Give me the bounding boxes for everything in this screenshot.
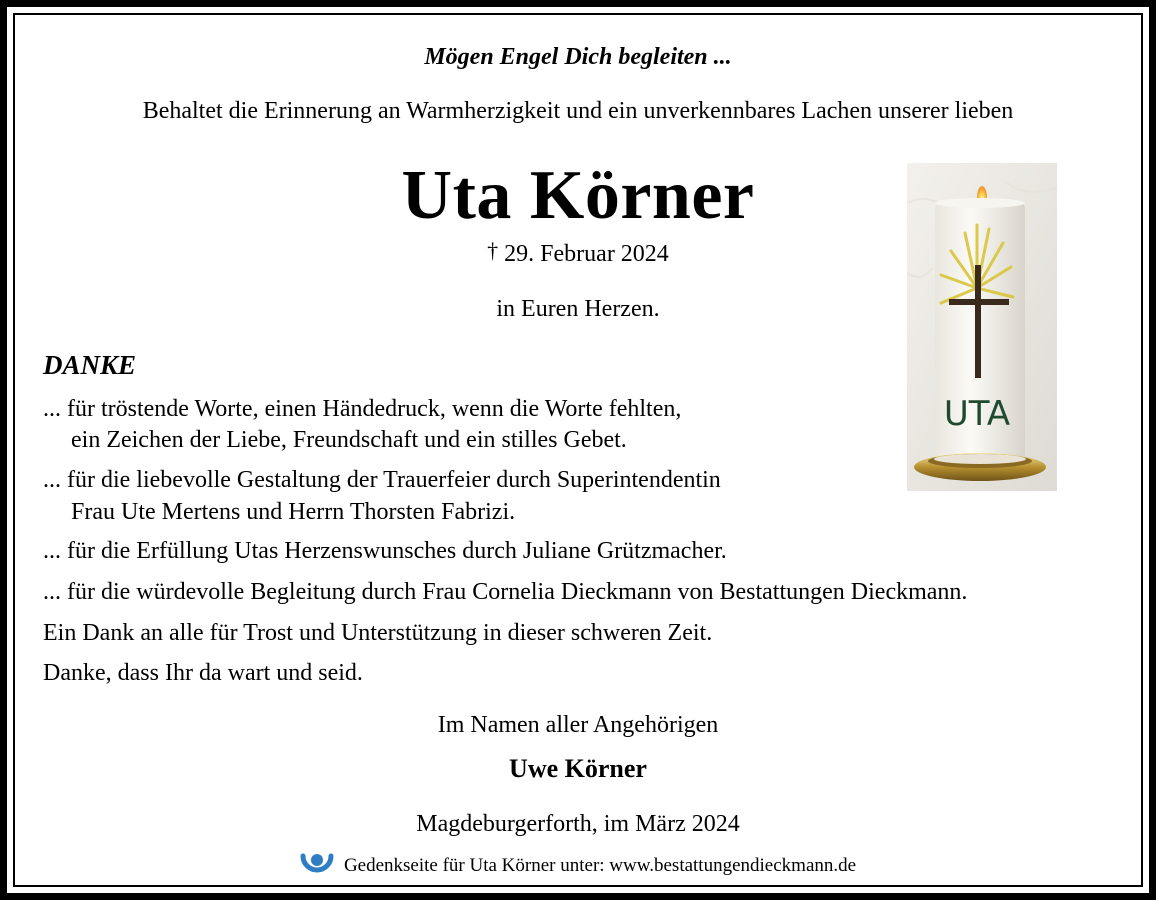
closing-intro: in Euren Herzen. <box>496 296 660 322</box>
motto: Mögen Engel Dich begleiten ... <box>424 44 732 70</box>
place-date: Magdeburgerforth, im März 2024 <box>416 811 740 837</box>
thanks-line: ein Zeichen der Liebe, Freundschaft und ein stilles Gebet. <box>71 427 627 453</box>
thanks-line: ... für tröstende Worte, einen Händedruck, wenn die Worte fehlten, <box>43 396 682 422</box>
cross-symbol: † <box>487 238 499 263</box>
candle-label: UTA <box>943 394 1011 434</box>
footer <box>0 848 1156 883</box>
thanks-line: ... für die liebevolle Gestaltung der Trauerfeier durch Superintendentin <box>43 467 721 493</box>
thanks-line: ... für die Erfüllung Utas Herzenswunsches durch Juliane Grützmacher. <box>43 538 727 564</box>
thanks-line: Danke, dass Ihr da wart und seid. <box>43 660 363 686</box>
footer-text[interactable]: Gedenkseite für Uta Körner unter: www.bestattungendieckmann.de <box>343 854 857 876</box>
thanks-line: ... für die würdevolle Begleitung durch Frau Cornelia Dieckmann von Bestattungen Dieckmann. <box>43 579 968 605</box>
signature-intro: Im Namen aller Angehörigen <box>437 712 719 738</box>
candle-photo <box>907 163 1057 491</box>
signature-name: Uwe Körner <box>509 754 647 783</box>
deceased-name: Uta Körner <box>401 157 755 234</box>
thanks-line: Frau Ute Mertens und Herrn Thorsten Fabrizi. <box>71 499 516 525</box>
memorial-logo-icon <box>300 848 334 883</box>
thanks-line: Ein Dank an alle für Trost und Unterstützung in dieser schweren Zeit. <box>43 620 713 646</box>
thanks-heading: DANKE <box>43 350 137 380</box>
death-date: 29. Februar 2024 <box>504 241 669 267</box>
intro-text: Behaltet die Erinnerung an Warmherzigkeit und ein unverkennbares Lachen unserer lieben <box>142 98 1014 124</box>
